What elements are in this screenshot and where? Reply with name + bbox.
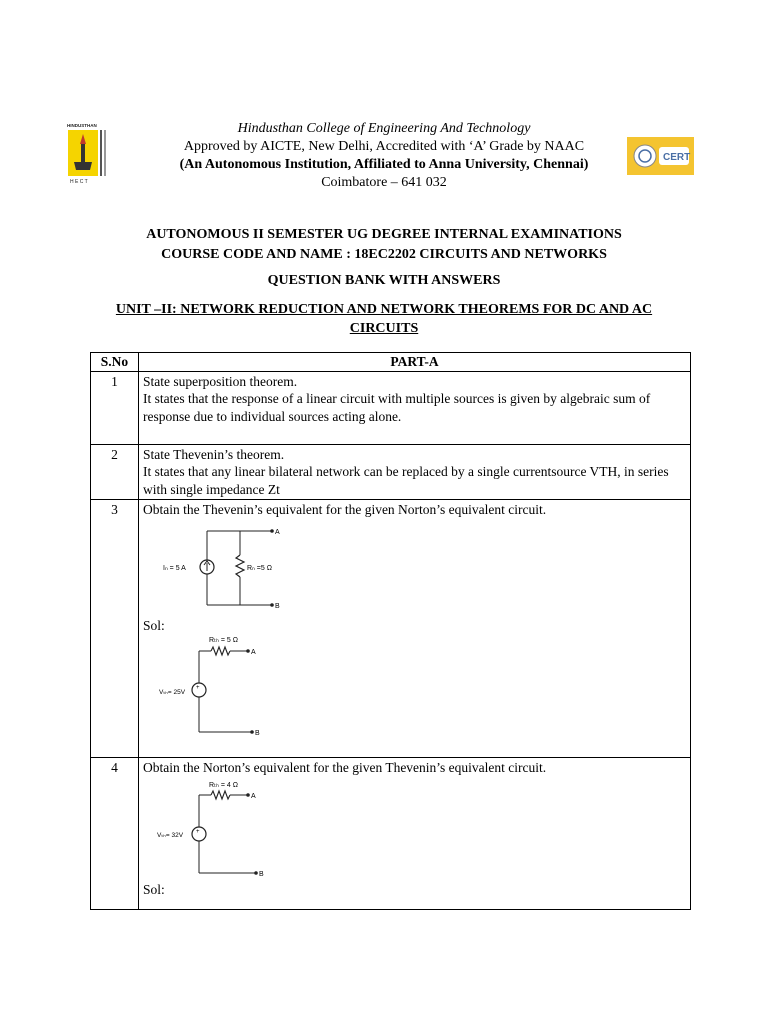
svg-text:A: A	[275, 528, 280, 536]
solution-label: Sol:	[143, 881, 165, 897]
approval-line: Approved by AICTE, New Delhi, Accredited with ‘A’ Grade by NAAC	[183, 139, 585, 154]
row-sno: 1	[91, 371, 139, 444]
college-emblem-icon	[66, 122, 110, 184]
question-text: Obtain the Thevenin’s equivalent for the given Norton’s equivalent circuit.	[143, 502, 547, 517]
row-content	[139, 500, 691, 758]
table-row	[91, 500, 691, 758]
solution-label: Sol:	[143, 617, 165, 633]
svg-text:Iₙ = 5 A: Iₙ = 5 A	[163, 564, 186, 572]
resistor-icon	[236, 555, 244, 577]
svg-text:A: A	[251, 792, 256, 800]
svg-text:A: A	[251, 649, 256, 656]
svg-text:Rₙ =5 Ω: Rₙ =5 Ω	[247, 564, 272, 572]
institution-name: Hindusthan College of Engineering And Technology	[237, 121, 531, 136]
svg-text:B: B	[275, 602, 280, 610]
exam-title: AUTONOMOUS II SEMESTER UG DEGREE INTERNAL EXAMINATIONS	[146, 227, 622, 242]
table-row	[91, 444, 691, 500]
resistor-icon	[211, 647, 230, 655]
question-bank-title: QUESTION BANK WITH ANSWERS	[267, 273, 501, 288]
norton-circuit-diagram	[143, 525, 293, 611]
question-text: State superposition theorem.	[143, 373, 298, 389]
row-sno: 3	[91, 500, 139, 758]
question-text: State Thevenin’s theorem.	[143, 446, 285, 462]
svg-text:Vₜₕ= 32V: Vₜₕ= 32V	[157, 831, 184, 839]
svg-text:B: B	[255, 730, 260, 737]
row-sno: 2	[91, 444, 139, 500]
header-part-a: PART-A	[139, 353, 691, 372]
row-content	[139, 758, 691, 910]
svg-text:+: +	[196, 685, 200, 691]
row-content	[139, 371, 691, 444]
question-text: Obtain the Norton’s equivalent for the given Thevenin’s equivalent circuit.	[143, 760, 547, 775]
answer-text: It states that any linear bilateral network can be replaced by a single currentsource VTH, in series with single impedance Zt	[143, 464, 669, 497]
right-logo-text: CERT	[663, 152, 691, 163]
svg-text:B: B	[259, 870, 264, 878]
question-table	[90, 352, 691, 910]
unit-title: UNIT –II: NETWORK REDUCTION AND NETWORK THEOREMS FOR DC AND AC CIRCUITS	[115, 302, 653, 336]
svg-text:Vₜₕ= 25V: Vₜₕ= 25V	[159, 689, 186, 696]
row-sno: 4	[91, 758, 139, 910]
thevenin-circuit-diagram	[143, 634, 293, 740]
header-sno: S.No	[91, 353, 139, 372]
course-title: COURSE CODE AND NAME : 18EC2202 CIRCUITS AND NETWORKS	[161, 247, 607, 262]
table-row	[91, 758, 691, 910]
row-content	[139, 444, 691, 500]
svg-text:+: +	[196, 828, 200, 835]
table-row	[91, 371, 691, 444]
svg-text:H E C T: H E C T	[70, 179, 88, 184]
svg-text:Rₜₕ = 4 Ω: Rₜₕ = 4 Ω	[209, 781, 238, 789]
left-logo-text: HINDUSTHAN	[67, 123, 97, 128]
autonomous-line: (An Autonomous Institution, Affiliated to Anna University, Chennai)	[179, 157, 589, 172]
answer-text: It states that the response of a linear circuit with multiple sources is given by algebraic sum of response due to individual sources acting alone.	[143, 391, 651, 424]
thevenin-circuit-diagram	[143, 779, 293, 881]
resistor-icon	[211, 791, 230, 799]
table-header-row	[91, 353, 691, 372]
city-line: Coimbatore – 641 032	[321, 175, 447, 190]
svg-text:Rₜₕ = 5 Ω: Rₜₕ = 5 Ω	[209, 637, 238, 644]
certification-badge-icon	[627, 137, 694, 175]
